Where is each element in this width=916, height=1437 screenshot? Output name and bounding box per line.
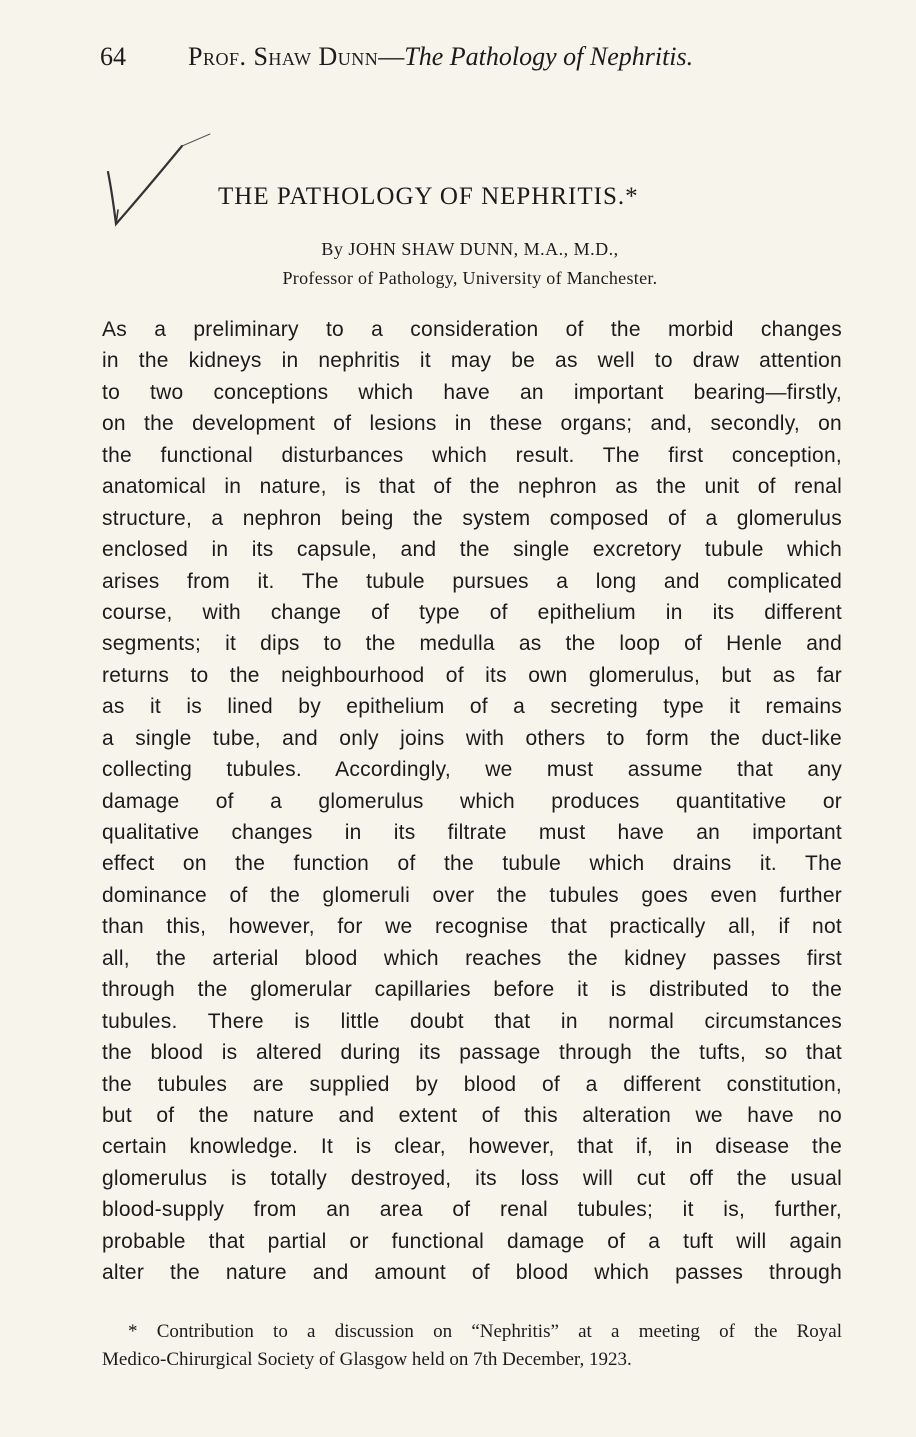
running-head bbox=[100, 40, 840, 74]
footnote-line: Medico-Chirurgical Society of Glasgow held on 7th December, 1923. bbox=[102, 1349, 632, 1370]
body-line: course, with change of type of epithelium in its different bbox=[102, 600, 842, 624]
body-line: glomerulus is totally destroyed, its loss will cut off the usual bbox=[102, 1166, 842, 1190]
body-line: damage of a glomerulus which produces quantitative or bbox=[102, 789, 842, 813]
body-line: collecting tubules. Accordingly, we must assume that any bbox=[102, 758, 842, 782]
body-line: a single tube, and only joins with others to form the duct-like bbox=[102, 726, 842, 750]
body-line: to two conceptions which have an important bearing—firstly, bbox=[102, 380, 842, 404]
running-head-title: The Pathology of Nephritis. bbox=[404, 42, 694, 71]
body-line: than this, however, for we recognise that practically all, if not bbox=[102, 915, 842, 939]
body-line: certain knowledge. It is clear, however, that if, in disease the bbox=[102, 1135, 842, 1159]
body-text bbox=[102, 314, 842, 1289]
body-line: arises from it. The tubule pursues a long and complicated bbox=[102, 569, 842, 593]
body-line: effect on the function of the tubule which drains it. The bbox=[102, 852, 842, 876]
body-line: in the kidneys in nephritis it may be as well to draw attention bbox=[102, 349, 842, 373]
running-head-author: Prof. Shaw Dunn bbox=[188, 42, 379, 71]
body-line: dominance of the glomeruli over the tubules goes even further bbox=[102, 883, 842, 907]
body-line: probable that partial or functional damage of a tuft will again bbox=[102, 1229, 842, 1253]
article-title: THE PATHOLOGY OF NEPHRITIS.* bbox=[218, 183, 639, 210]
body-line: qualitative changes in its filtrate must have an important bbox=[102, 821, 842, 844]
body-line: enclosed in its capsule, and the single excretory tubule which bbox=[102, 538, 842, 562]
body-line: tubules. There is little doubt that in normal circumstances bbox=[102, 1009, 842, 1033]
footnote bbox=[102, 1318, 842, 1374]
body-line: on the development of lesions in these organs; and, secondly, on bbox=[102, 412, 842, 436]
author-affiliation: Professor of Pathology, University of Manchester. bbox=[282, 268, 658, 288]
page-number: 64 bbox=[100, 42, 126, 71]
body-line: blood-supply from an area of renal tubules; it is, further, bbox=[102, 1198, 842, 1222]
body-line: alter the nature and amount of blood which passes through bbox=[102, 1261, 842, 1285]
body-line: the functional disturbances which result. The first conception, bbox=[102, 443, 842, 467]
body-line: As a preliminary to a consideration of the morbid changes bbox=[102, 318, 842, 341]
handwritten-check-mark-icon bbox=[104, 132, 224, 232]
body-line: through the glomerular capillaries before it is distributed to the bbox=[102, 978, 842, 1002]
running-title bbox=[188, 40, 693, 74]
body-line: segments; it dips to the medulla as the loop of Henle and bbox=[102, 632, 842, 656]
body-line: the tubules are supplied by blood of a different constitution, bbox=[102, 1072, 842, 1096]
body-line: all, the arterial blood which reaches the kidney passes first bbox=[102, 946, 842, 970]
body-line: the blood is altered during its passage through the tufts, so that bbox=[102, 1041, 842, 1065]
body-line: structure, a nephron being the system composed of a glomerulus bbox=[102, 506, 842, 530]
footnote-line: * Contribution to a discussion on “Nephritis” at a meeting of the Royal bbox=[128, 1321, 842, 1342]
body-line: as it is lined by epithelium of a secreting type it remains bbox=[102, 695, 842, 719]
body-line: returns to the neighbourhood of its own glomerulus, but as far bbox=[102, 663, 842, 687]
body-line: anatomical in nature, is that of the nephron as the unit of renal bbox=[102, 475, 842, 499]
body-line: but of the nature and extent of this alteration we have no bbox=[102, 1103, 842, 1127]
author-byline: By JOHN SHAW DUNN, M.A., M.D., bbox=[321, 239, 619, 259]
running-head-separator: — bbox=[378, 42, 405, 71]
